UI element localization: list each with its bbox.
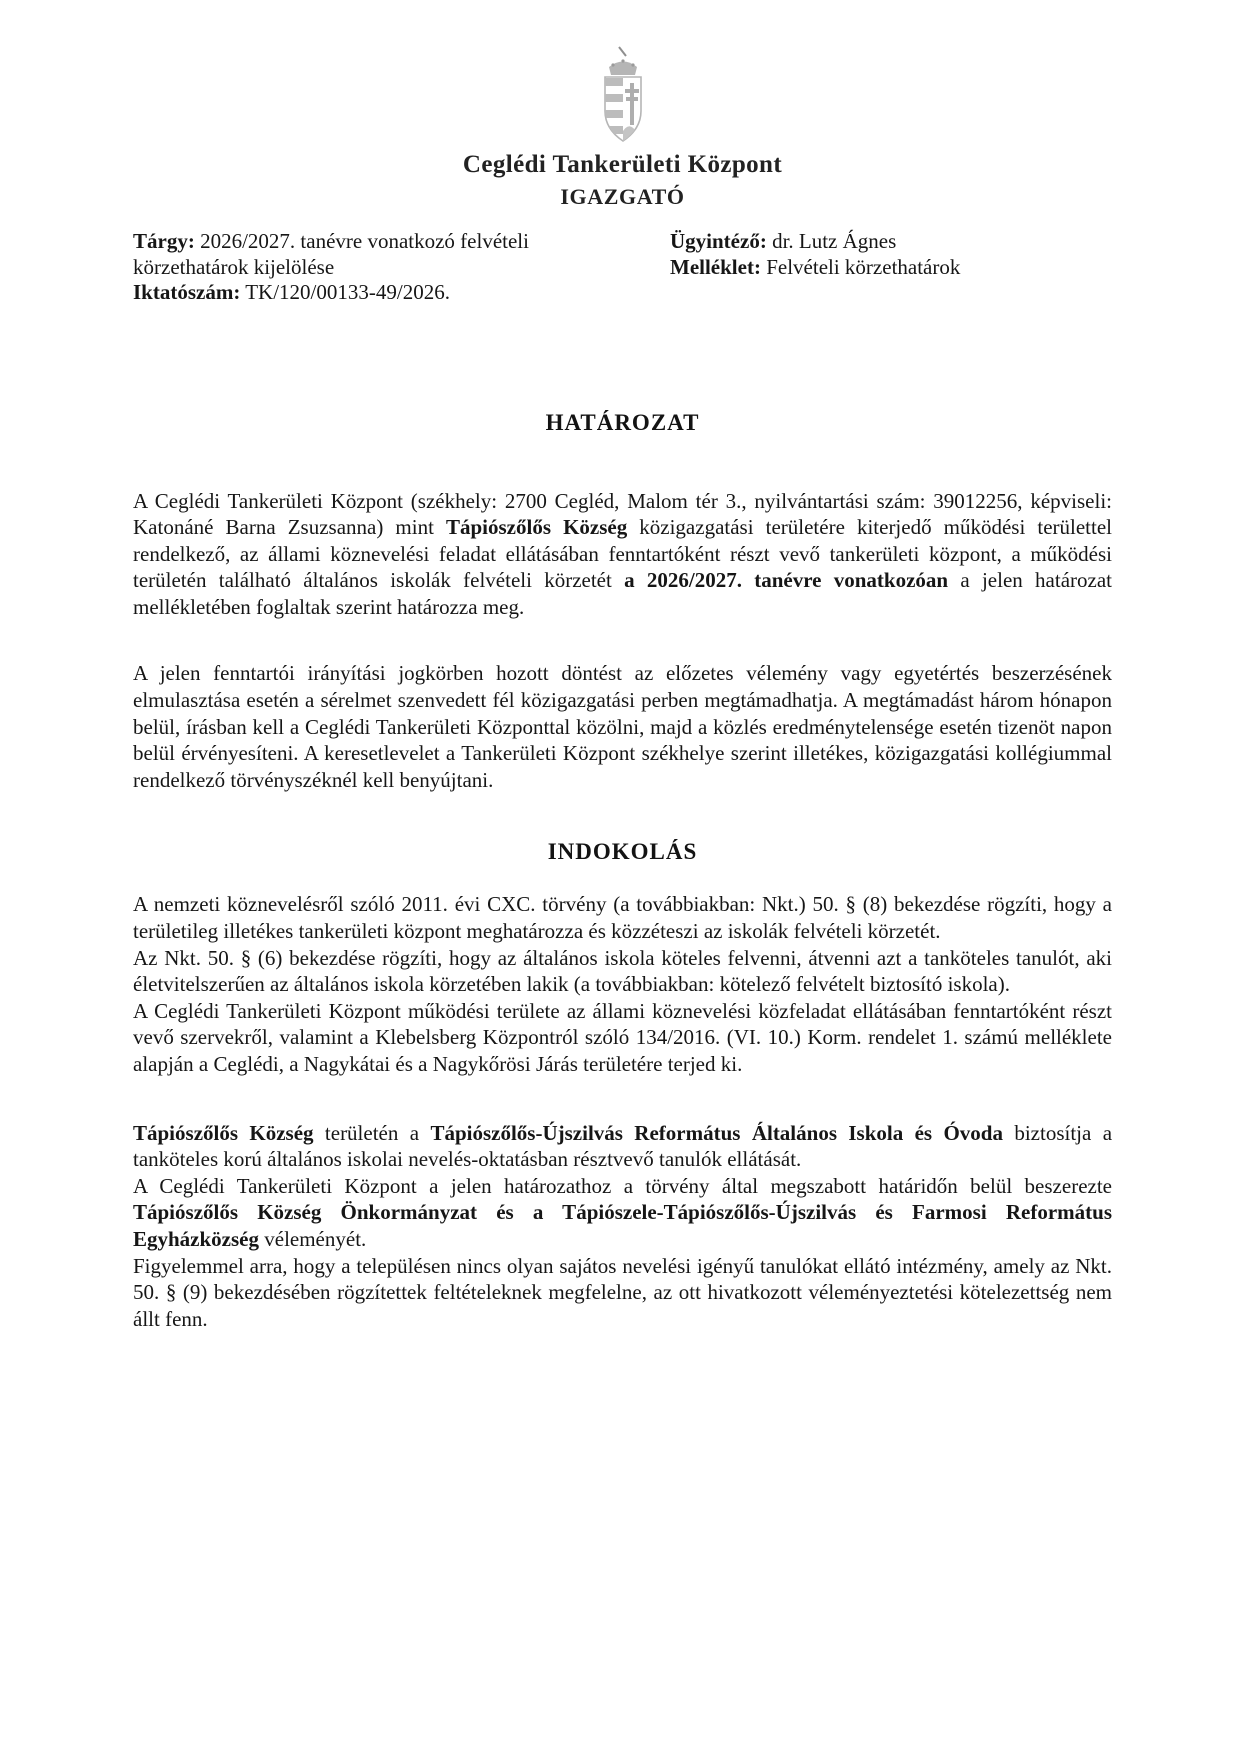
paragraph-text: közigazgatási területére kiterjedő működési területtel rendelkező, az állami köznevelési feladat ellátásában fenntartóként részt vevő tankerületi központ, a működési területén található általános iskolák felvételi körzetét: [133, 515, 1112, 593]
attachment-value: Felvételi körzethatárok: [760, 254, 961, 279]
subject-value: 2026/2027. tanévre vonatkozó felvételi körzethatárok kijelölése: [133, 229, 529, 279]
officer-line: [670, 229, 1112, 255]
paragraph-text: a jelen határozat mellékletében foglaltak szerint határozza meg.: [133, 568, 1112, 619]
meta-left-column: [133, 229, 585, 306]
decision-paragraph-1: [133, 488, 1112, 621]
justification-paragraph-6: Figyelemmel arra, hogy a településen nincs olyan sajátos nevelési igényű tanulókat ellátó intézmény, amely az Nkt. 50. § (9) bekezdésében rögzítettek feltételeknek megfelelne, az ott hivatkozott véleményeztetési kötelezettség nem állt fenn.: [133, 1253, 1112, 1331]
document-meta: [133, 229, 1112, 306]
organization-name: Ceglédi Tankerületi Központ: [462, 151, 783, 178]
meta-right-column: [670, 229, 1112, 306]
emphasis-text: Tápiószőlős-Újszilvás Református Általános Iskola és Óvoda: [430, 1120, 1003, 1145]
decision-heading: HATÁROZAT: [545, 409, 700, 435]
file-number-value: TK/120/00133-49/2026.: [240, 280, 450, 304]
file-number-label: Iktatószám:: [133, 280, 241, 304]
paragraph-text: véleményét.: [259, 1226, 367, 1251]
emphasis-text: Tápiószőlős Község: [445, 515, 628, 540]
decision-paragraph-2: A jelen fenntartói irányítási jogkörben hozott döntést az előzetes vélemény vagy egyetértés beszerzésének elmulasztása esetén a sérelmet szenvedett fél közigazgatási perben megtámadhatja. A megtámadást három hónapon belül, írásban kell a Ceglédi Tankerületi Központtal közölni, majd a közlés eredménytelensége esetén tizenöt napon belül érvényesíteni. A keresetlevelet a Tankerületi Központ székhelye szerint illetékes, közigazgatási kollégiummal rendelkező törvényszéknél kell benyújtani.: [133, 661, 1112, 792]
justification-paragraph-4: [133, 1120, 1112, 1173]
letterhead: [133, 45, 1112, 211]
justification-paragraph-1: A nemzeti köznevelésről szóló 2011. évi CXC. törvény (a továbbiakban: Nkt.) 50. § (8) bekezdése rögzíti, hogy a területileg illetékes tankerületi központ meghatározza és közzéteszi az iskolák felvételi körzetét.: [133, 892, 1112, 944]
justification-paragraph-2: Az Nkt. 50. § (6) bekezdése rögzíti, hogy az általános iskola köteles felvenni, átvenni azt a tanköteles tanulót, aki életvitelszerűen az általános iskola körzetében lakik (a továbbiakban: kötelező felvételt biztosító iskola).: [133, 945, 1112, 997]
hungarian-coat-of-arms-icon: [133, 45, 1112, 149]
officer-value: dr. Lutz Ágnes: [766, 229, 897, 253]
subject-label: Tárgy:: [133, 229, 195, 253]
attachment-line: [670, 255, 1112, 281]
justification-paragraph-5: [133, 1173, 1112, 1253]
file-number-line: [133, 280, 585, 306]
paragraph-text: A Ceglédi Tankerületi Központ a jelen határozathoz a törvény által megszabott határidőn belül beszerezte: [133, 1173, 1112, 1198]
emphasis-text: a 2026/2027. tanévre vonatkozóan: [624, 568, 949, 593]
emphasis-text: Tápiószőlős Község: [133, 1120, 314, 1145]
emphasis-text: Tápiószőlős Község Önkormányzat és a Tápiószele-Tápiószőlős-Újszilvás és Farmosi Református Egyházközség: [133, 1200, 1112, 1251]
paragraph-text: A Ceglédi Tankerületi Központ (székhely: 2700 Cegléd, Malom tér 3., nyilvántartási szám: 39012256, képviseli: Katonáné Barna Zsuzsanna) mint: [133, 488, 1112, 540]
officer-label: Ügyintéző:: [670, 229, 767, 253]
paragraph-text: biztosítja a tanköteles korú általános iskolai nevelés-oktatásban résztvevő tanulók ellátását.: [133, 1120, 1113, 1172]
subject-line: [133, 229, 585, 280]
attachment-label: Melléklet:: [670, 254, 761, 279]
organization-role: IGAZGATÓ: [560, 184, 685, 209]
justification-heading: INDOKOLÁS: [547, 839, 698, 865]
justification-paragraph-3: A Ceglédi Tankerületi Központ működési területe az állami köznevelési közfeladat ellátásában fenntartóként részt vevő szervekről, valamint a Klebelsberg Központról szóló 134/2016. (VI. 10.) Korm. rendelet 1. számú melléklete alapján a Ceglédi, a Nagykátai és a Nagykőrösi Járás területére terjed ki.: [133, 998, 1112, 1076]
paragraph-text: területén a: [313, 1120, 431, 1145]
